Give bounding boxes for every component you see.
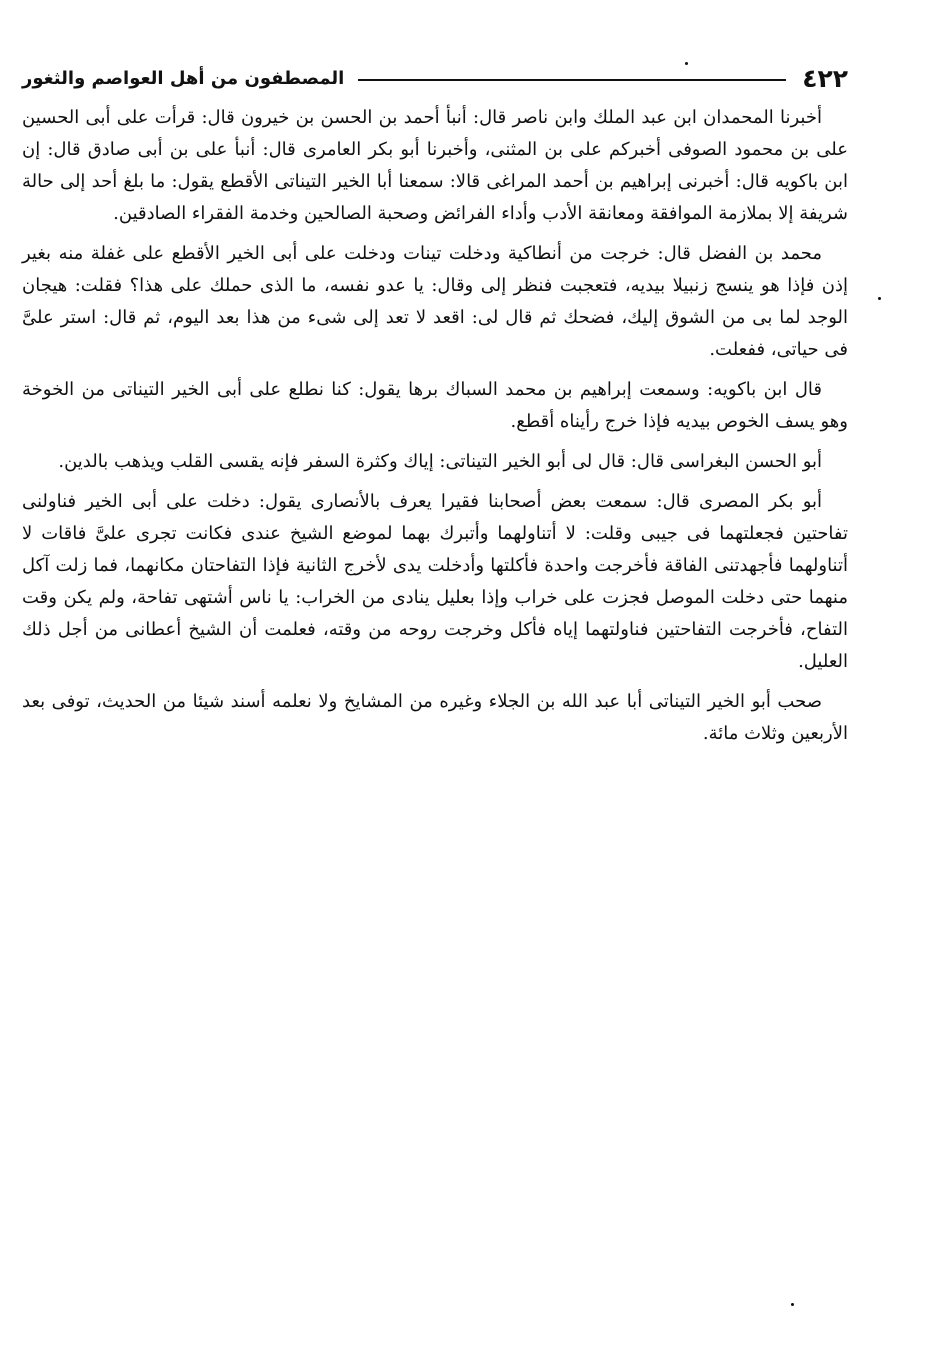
paragraph: أبو الحسن البغراسى قال: قال لى أبو الخير التيناتى: إياك وكثرة السفر فإنه يقسى القلب ويذهب بالدين. bbox=[58, 451, 822, 472]
body-text bbox=[22, 102, 848, 756]
paragraph: أخبرنا المحمدان ابن عبد الملك وابن ناصر قال: أنبأ أحمد بن الحسن بن خيرون قال: قرأت على أبى الحسين على بن محمود الصوفى أخبركم على بن المثنى، وأخبرنا أبو بكر العامرى قال: أنبأ على بن أبى صادق قال: إن ابن باكويه قال: أخبرنى إبراهيم بن أحمد المراغى قالا: سمعنا أبا الخير التيناتى الأقطع يقول: ما بلغ أحد إلى حالة شريفة إلا بملازمة الموافقة ومعانقة الأدب وأداء الفرائض وصحبة الصالحين وخدمة الفقراء الصادقين. bbox=[22, 107, 848, 224]
page-number: ٤٢٢ bbox=[802, 63, 848, 93]
page-header bbox=[22, 58, 848, 98]
scan-speck bbox=[878, 297, 881, 300]
paragraph: أبو بكر المصرى قال: سمعت بعض أصحابنا فقيرا يعرف بالأنصارى يقول: دخلت على أبى الخير فناولنى تفاحتين فجعلتهما فى جيبى وقلت: لا أتناولهما وأتبرك بهما لموضع الشيخ عندى فكانت تجرى علىَّ فاقات لا أتناولهما فأجهدتنى الفاقة فأخرجت واحدة فأكلتها وأدخلت يدى لأخرج الثانية فإذا التفاحتان مكانهما، فما زلت آكل منهما حتى دخلت الموصل فجزت على خراب وإذا بعليل ينادى من الخراب: يا ناس أشتهى تفاحة، ولم يكن وقت التفاح، فأخرجت التفاحتين فناولتهما إياه فأكل وخرجت روحه من وقته، فعلمت أن الشيخ أعطانى من أجل ذلك العليل. bbox=[22, 491, 848, 672]
scan-speck bbox=[791, 1303, 794, 1306]
header-rule bbox=[358, 79, 786, 81]
paragraph: قال ابن باكويه: وسمعت إبراهيم بن محمد السباك برها يقول: كنا نطلع على أبى الخير التيناتى من الخوخة وهو يسف الخوص بيديه فإذا خرج رأيناه أقطع. bbox=[22, 379, 848, 432]
paragraph: محمد بن الفضل قال: خرجت من أنطاكية ودخلت تينات ودخلت على أبى الخير الأقطع على غفلة منه بغير إذن فإذا هو ينسج زنبيلا بيديه، فتعجبت فنظر إلى وقال: يا عدو نفسه، ما الذى حملك على هذا؟ فقلت: هيجان الوجد لما بى من الشوق إليك، فضحك ثم قال لى: اقعد لا تعد إلى شىء من هذا بعد اليوم، ثم قال: استر علىَّ فى حياتى، ففعلت. bbox=[22, 243, 848, 360]
scan-speck bbox=[685, 62, 688, 65]
paragraph: صحب أبو الخير التيناتى أبا عبد الله بن الجلاء وغيره من المشايخ ولا نعلمه أسند شيئا من الحديث، توفى بعد الأربعين وثلاث مائة. bbox=[22, 691, 848, 744]
running-title: المصطفون من أهل العواصم والثغور bbox=[22, 67, 345, 89]
